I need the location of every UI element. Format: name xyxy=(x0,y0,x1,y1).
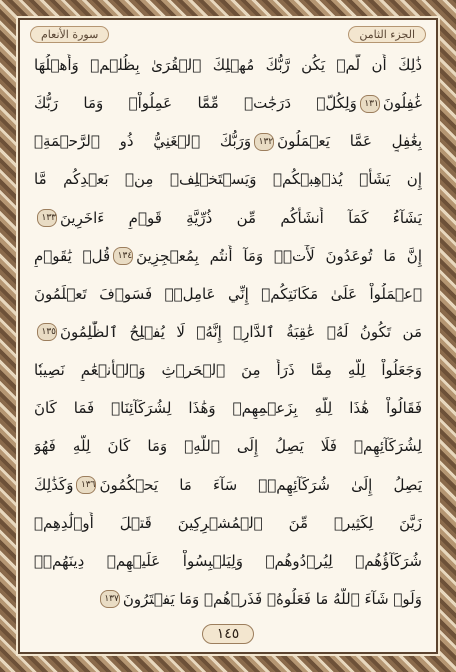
line-text: لِشُرَكَآئِهِمۡ فَلَا يَصِلُ إِلَى ٱللَّهِۖ وَمَا كَانَ لِلَّهِ فَهُوَ xyxy=(34,437,422,456)
verse-number-marker: ١٣٢ xyxy=(254,133,274,151)
text-line xyxy=(34,130,422,152)
line-text: غَٰفِلُونَ xyxy=(382,94,422,113)
verse-number-marker: ١٣٣ xyxy=(37,209,57,227)
page-footer xyxy=(20,622,436,646)
line-text: وَلَوۡ شَآءَ ٱللَّهُ مَا فَعَلُوهُۖ فَذَرۡهُمۡ وَمَا يَفۡتَرُونَ xyxy=(122,589,422,608)
line-text: قُلۡ يَٰقَوۡمِ xyxy=(34,246,111,265)
page-number: ١٤٥ xyxy=(202,624,255,644)
text-line xyxy=(34,207,422,229)
line-text: إِنَّ مَا تُوعَدُونَ لَأٓتٖۖ وَمَآ أَنتُم بِمُعۡجِزِينَ xyxy=(136,246,422,265)
line-text: ٱعۡمَلُواْ عَلَىٰ مَكَانَتِكُمۡ إِنِّي عَامِلٞۖ فَسَوۡفَ تَعۡلَمُونَ xyxy=(34,284,422,303)
line-text: مَن تَكُونُ لَهُۥ عَٰقِبَةُ ٱلدَّارِۚ إِنَّهُۥ لَا يُفۡلِحُ ٱلظَّٰلِمُونَ xyxy=(60,322,422,341)
text-line xyxy=(34,321,422,343)
text-line xyxy=(34,474,422,496)
text-line xyxy=(34,168,422,190)
page-frame xyxy=(18,18,438,654)
page-header xyxy=(30,22,426,46)
line-text: إِن يَشَأۡ يُذۡهِبۡكُمۡ وَيَسۡتَخۡلِفۡ مِنۢ بَعۡدِكُم مَّا xyxy=(34,170,422,189)
text-line xyxy=(34,435,422,457)
juz-label: الجزء الثامن xyxy=(348,26,426,43)
text-line xyxy=(34,550,422,572)
line-text: يَشَآءُ كَمَآ أَنشَأَكُم مِّن ذُرِّيَّةِ قَوۡمٍ ءَاخَرِينَ xyxy=(60,208,422,227)
text-line xyxy=(34,54,422,76)
text-line xyxy=(34,512,422,534)
line-text: ذَٰلِكَ أَن لَّمۡ يَكُن رَّبُّكَ مُهۡلِكَ ٱلۡقُرَىٰ بِظُلۡمٖ وَأَهۡلُهَا xyxy=(34,56,422,74)
text-line xyxy=(34,245,422,267)
line-text: وَجَعَلُواْ لِلَّهِ مِمَّا ذَرَأَ مِنَ ٱلۡحَرۡثِ وَٱلۡأَنۡعَٰمِ نَصِيبٗا xyxy=(34,361,422,380)
line-text: يَصِلُ إِلَىٰ شُرَكَآئِهِمۡۗ سَآءَ مَا يَحۡكُمُونَ xyxy=(99,475,422,494)
line-text: بِغَٰفِلٍ عَمَّا يَعۡمَلُونَ xyxy=(277,132,422,151)
verse-number-marker: ١٣٥ xyxy=(37,323,57,341)
line-text: وَلِكُلّٖ دَرَجَٰتٞ مِّمَّا عَمِلُواْۚ وَمَا رَبُّكَ xyxy=(34,94,357,113)
verse-number-marker: ١٣٦ xyxy=(76,476,96,494)
text-line xyxy=(34,397,422,419)
verse-number-marker: ١٣٤ xyxy=(113,247,133,265)
line-text: شُرَكَآؤُهُمۡ لِيُرۡدُوهُمۡ وَلِيَلۡبِسُواْ عَلَيۡهِمۡ دِينَهُمۡۖ xyxy=(34,551,422,570)
text-line xyxy=(34,283,422,305)
line-text: فَقَالُواْ هَٰذَا لِلَّهِ بِزَعۡمِهِمۡ وَهَٰذَا لِشُرَكَآئِنَاۖ فَمَا كَانَ xyxy=(34,399,422,418)
verse-number-marker: ١٣١ xyxy=(360,95,380,113)
verse-number-marker: ١٣٧ xyxy=(100,590,120,608)
text-line xyxy=(34,588,422,610)
text-line xyxy=(34,359,422,381)
line-text: وَرَبُّكَ ٱلۡغَنِيُّ ذُو ٱلرَّحۡمَةِۚ xyxy=(34,132,252,151)
line-text: زَيَّنَ لِكَثِيرٖ مِّنَ ٱلۡمُشۡرِكِينَ قَتۡلَ أَوۡلَٰدِهِمۡ xyxy=(34,513,422,532)
verse-text-block xyxy=(34,54,422,610)
line-text: وَكَذَٰلِكَ xyxy=(34,475,74,494)
surah-label: سورة الأنعام xyxy=(30,26,109,43)
text-line xyxy=(34,92,422,114)
